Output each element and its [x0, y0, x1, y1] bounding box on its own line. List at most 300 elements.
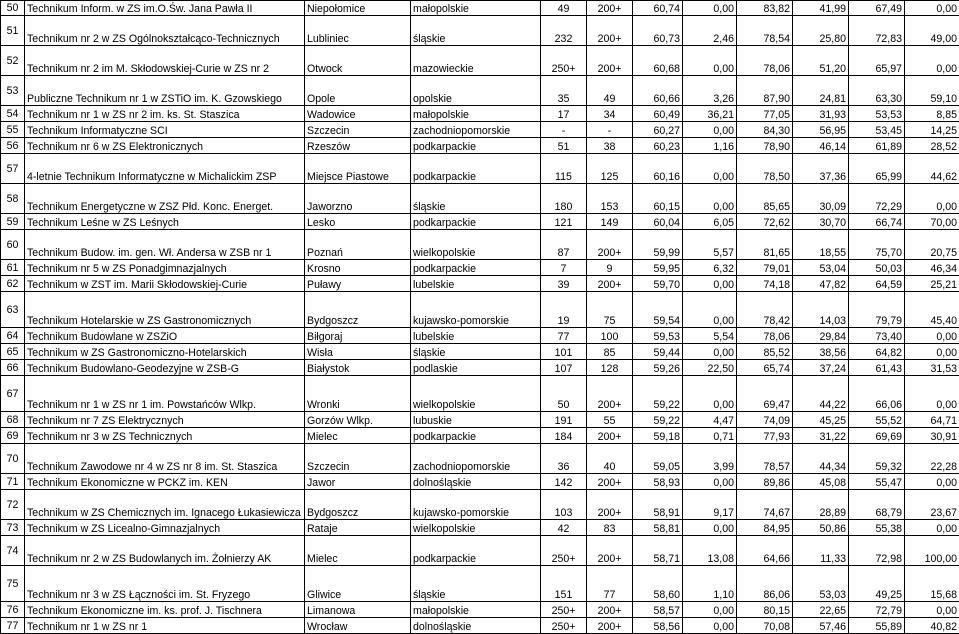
value-f-cell: 30,09	[793, 184, 849, 214]
value-h-cell: 64,71	[905, 412, 959, 428]
school-name-cell: Technikum nr 1 w ZS nr 1 im. Powstańców Wlkp.	[25, 376, 305, 412]
table-row	[1, 46, 959, 76]
value-e-cell: 77,93	[737, 428, 793, 444]
value-g-cell: 55,52	[849, 412, 905, 428]
score-cell: 59,53	[633, 328, 683, 344]
city-cell: Szczecin	[305, 122, 411, 138]
region-cell: dolnośląskie	[411, 474, 541, 490]
rank-cell: 60	[1, 230, 25, 260]
school-name-cell: Technikum nr 5 w ZS Ponadgimnazjalnych	[25, 260, 305, 276]
value-f-cell: 29,84	[793, 328, 849, 344]
school-name-cell: Technikum Ekonomiczne w PCKZ im. KEN	[25, 474, 305, 490]
school-name-cell: Technikum Hotelarskie w ZS Gastronomicznych	[25, 292, 305, 328]
rank-cell: 72	[1, 490, 25, 520]
rank-cell: 51	[1, 16, 25, 46]
value-e-cell: 79,01	[737, 260, 793, 276]
rank-a-cell: 36	[541, 444, 587, 474]
rank-b-cell: 40	[587, 444, 633, 474]
value-h-cell: 0,00	[905, 376, 959, 412]
value-g-cell: 65,99	[849, 154, 905, 184]
rank-b-cell: 34	[587, 106, 633, 122]
rank-a-cell: -	[541, 122, 587, 138]
school-name-cell: Technikum Energetyczne w ZSZ Płd. Konc. Energet.	[25, 184, 305, 214]
value-g-cell: 68,79	[849, 490, 905, 520]
table-row	[1, 618, 959, 634]
value-g-cell: 59,32	[849, 444, 905, 474]
value-h-cell: 0,00	[905, 520, 959, 536]
rank-cell: 65	[1, 344, 25, 360]
score-cell: 58,57	[633, 602, 683, 618]
rank-b-cell: 100	[587, 328, 633, 344]
value-g-cell: 64,82	[849, 344, 905, 360]
value-f-cell: 28,89	[793, 490, 849, 520]
value-h-cell: 70,00	[905, 214, 959, 230]
value-h-cell: 31,53	[905, 360, 959, 376]
score-cell: 58,71	[633, 536, 683, 566]
value-d-cell: 5,54	[683, 328, 737, 344]
value-h-cell: 20,75	[905, 230, 959, 260]
region-cell: małopolskie	[411, 1, 541, 16]
rank-b-cell: 149	[587, 214, 633, 230]
rank-b-cell: 200+	[587, 490, 633, 520]
score-cell: 59,05	[633, 444, 683, 474]
region-cell: podkarpackie	[411, 536, 541, 566]
table-row	[1, 328, 959, 344]
rank-cell: 57	[1, 154, 25, 184]
value-f-cell: 11,33	[793, 536, 849, 566]
region-cell: podkarpackie	[411, 428, 541, 444]
rank-a-cell: 142	[541, 474, 587, 490]
value-d-cell: 6,32	[683, 260, 737, 276]
city-cell: Lubliniec	[305, 16, 411, 46]
table-row	[1, 360, 959, 376]
rank-a-cell: 184	[541, 428, 587, 444]
rank-b-cell: 200+	[587, 16, 633, 46]
rank-cell: 73	[1, 520, 25, 536]
score-cell: 60,15	[633, 184, 683, 214]
rank-a-cell: 250+	[541, 46, 587, 76]
city-cell: Mielec	[305, 428, 411, 444]
rank-b-cell: 49	[587, 76, 633, 106]
region-cell: śląskie	[411, 184, 541, 214]
school-name-cell: Technikum Budowlane w ZSZiO	[25, 328, 305, 344]
table-row	[1, 214, 959, 230]
city-cell: Wrocław	[305, 618, 411, 634]
table-row	[1, 230, 959, 260]
school-name-cell: Technikum Ekonomiczne im. ks. prof. J. Tischnera	[25, 602, 305, 618]
rank-b-cell: 200+	[587, 230, 633, 260]
value-f-cell: 41,99	[793, 1, 849, 16]
region-cell: mazowieckie	[411, 46, 541, 76]
table-row	[1, 1, 959, 16]
school-name-cell: Technikum w ZST im. Marii Skłodowskiej-Curie	[25, 276, 305, 292]
value-g-cell: 72,98	[849, 536, 905, 566]
value-f-cell: 30,70	[793, 214, 849, 230]
value-d-cell: 0,00	[683, 618, 737, 634]
value-g-cell: 55,38	[849, 520, 905, 536]
value-f-cell: 57,46	[793, 618, 849, 634]
value-f-cell: 38,56	[793, 344, 849, 360]
value-e-cell: 80,15	[737, 602, 793, 618]
table-row	[1, 428, 959, 444]
rank-b-cell: 125	[587, 154, 633, 184]
city-cell: Niepołomice	[305, 1, 411, 16]
value-e-cell: 78,06	[737, 328, 793, 344]
value-e-cell: 78,42	[737, 292, 793, 328]
value-f-cell: 37,36	[793, 154, 849, 184]
school-name-cell: Technikum w ZS Licealno-Gimnazjalnych	[25, 520, 305, 536]
table-row	[1, 184, 959, 214]
rank-b-cell: 200+	[587, 618, 633, 634]
value-g-cell: 67,49	[849, 1, 905, 16]
value-g-cell: 72,29	[849, 184, 905, 214]
ranking-table-body	[1, 1, 959, 634]
table-row	[1, 490, 959, 520]
region-cell: śląskie	[411, 344, 541, 360]
value-d-cell: 0,00	[683, 520, 737, 536]
table-row	[1, 276, 959, 292]
score-cell: 58,56	[633, 618, 683, 634]
region-cell: lubuskie	[411, 412, 541, 428]
value-e-cell: 72,62	[737, 214, 793, 230]
value-d-cell: 9,17	[683, 490, 737, 520]
value-e-cell: 84,30	[737, 122, 793, 138]
value-e-cell: 85,65	[737, 184, 793, 214]
table-row	[1, 520, 959, 536]
score-cell: 59,22	[633, 412, 683, 428]
rank-a-cell: 7	[541, 260, 587, 276]
rank-cell: 52	[1, 46, 25, 76]
rank-b-cell: 200+	[587, 376, 633, 412]
rank-cell: 66	[1, 360, 25, 376]
school-name-cell: Technikum Informatyczne SCI	[25, 122, 305, 138]
value-e-cell: 78,50	[737, 154, 793, 184]
rank-cell: 59	[1, 214, 25, 230]
score-cell: 59,95	[633, 260, 683, 276]
region-cell: dolnośląskie	[411, 618, 541, 634]
city-cell: Wisła	[305, 344, 411, 360]
value-g-cell: 66,74	[849, 214, 905, 230]
rank-b-cell: 200+	[587, 46, 633, 76]
school-name-cell: Technikum w ZS Gastronomiczno-Hotelarskich	[25, 344, 305, 360]
value-h-cell: 23,67	[905, 490, 959, 520]
value-g-cell: 79,79	[849, 292, 905, 328]
city-cell: Jaworzno	[305, 184, 411, 214]
city-cell: Białystok	[305, 360, 411, 376]
city-cell: Puławy	[305, 276, 411, 292]
table-row	[1, 536, 959, 566]
score-cell: 59,44	[633, 344, 683, 360]
value-h-cell: 15,68	[905, 566, 959, 602]
rank-cell: 53	[1, 76, 25, 106]
value-h-cell: 40,82	[905, 618, 959, 634]
value-g-cell: 53,45	[849, 122, 905, 138]
value-e-cell: 85,52	[737, 344, 793, 360]
score-cell: 59,70	[633, 276, 683, 292]
value-f-cell: 44,34	[793, 444, 849, 474]
school-name-cell: Technikum nr 1 w ZS nr 2 im. ks. St. Staszica	[25, 106, 305, 122]
value-h-cell: 45,40	[905, 292, 959, 328]
rank-b-cell: -	[587, 122, 633, 138]
rank-b-cell: 75	[587, 292, 633, 328]
value-d-cell: 0,00	[683, 122, 737, 138]
value-e-cell: 78,54	[737, 16, 793, 46]
rank-a-cell: 87	[541, 230, 587, 260]
rank-b-cell: 55	[587, 412, 633, 428]
value-e-cell: 70,08	[737, 618, 793, 634]
value-d-cell: 0,00	[683, 276, 737, 292]
table-row	[1, 138, 959, 154]
school-name-cell: 4-letnie Technikum Informatyczne w Michalickim ZSP	[25, 154, 305, 184]
region-cell: śląskie	[411, 566, 541, 602]
value-d-cell: 3,99	[683, 444, 737, 474]
rank-b-cell: 200+	[587, 276, 633, 292]
rank-cell: 67	[1, 376, 25, 412]
rank-cell: 56	[1, 138, 25, 154]
value-d-cell: 0,00	[683, 376, 737, 412]
rank-cell: 71	[1, 474, 25, 490]
score-cell: 60,04	[633, 214, 683, 230]
school-name-cell: Technikum nr 2 w ZS Ogólnokształcąco-Technicznych	[25, 16, 305, 46]
rank-a-cell: 77	[541, 328, 587, 344]
score-cell: 59,54	[633, 292, 683, 328]
rank-b-cell: 83	[587, 520, 633, 536]
score-cell: 58,91	[633, 490, 683, 520]
school-name-cell: Technikum nr 3 w ZS Łączności im. St. Fryzego	[25, 566, 305, 602]
table-row	[1, 16, 959, 46]
rank-cell: 54	[1, 106, 25, 122]
value-d-cell: 0,00	[683, 292, 737, 328]
rank-cell: 74	[1, 536, 25, 566]
rank-cell: 77	[1, 618, 25, 634]
rank-cell: 58	[1, 184, 25, 214]
rank-a-cell: 101	[541, 344, 587, 360]
rank-cell: 50	[1, 1, 25, 16]
score-cell: 60,66	[633, 76, 683, 106]
value-g-cell: 50,03	[849, 260, 905, 276]
city-cell: Miejsce Piastowe	[305, 154, 411, 184]
score-cell: 58,81	[633, 520, 683, 536]
school-name-cell: Technikum nr 7 ZS Elektrycznych	[25, 412, 305, 428]
rank-a-cell: 232	[541, 16, 587, 46]
rank-b-cell: 38	[587, 138, 633, 154]
value-g-cell: 55,47	[849, 474, 905, 490]
value-f-cell: 31,22	[793, 428, 849, 444]
region-cell: podlaskie	[411, 360, 541, 376]
region-cell: małopolskie	[411, 106, 541, 122]
value-e-cell: 74,18	[737, 276, 793, 292]
value-f-cell: 56,95	[793, 122, 849, 138]
value-h-cell: 0,00	[905, 474, 959, 490]
rank-cell: 70	[1, 444, 25, 474]
school-name-cell: Technikum nr 2 im M. Skłodowskiej-Curie w ZS nr 2	[25, 46, 305, 76]
value-g-cell: 63,30	[849, 76, 905, 106]
value-g-cell: 75,70	[849, 230, 905, 260]
value-e-cell: 78,06	[737, 46, 793, 76]
value-h-cell: 25,21	[905, 276, 959, 292]
value-d-cell: 0,00	[683, 344, 737, 360]
value-g-cell: 66,06	[849, 376, 905, 412]
rank-cell: 61	[1, 260, 25, 276]
score-cell: 60,68	[633, 46, 683, 76]
table-row	[1, 260, 959, 276]
region-cell: śląskie	[411, 16, 541, 46]
value-h-cell: 59,10	[905, 76, 959, 106]
score-cell: 60,74	[633, 1, 683, 16]
rank-cell: 63	[1, 292, 25, 328]
value-d-cell: 0,00	[683, 184, 737, 214]
table-row	[1, 376, 959, 412]
value-e-cell: 87,90	[737, 76, 793, 106]
city-cell: Gorzów Wlkp.	[305, 412, 411, 428]
value-f-cell: 53,03	[793, 566, 849, 602]
score-cell: 58,60	[633, 566, 683, 602]
value-d-cell: 1,10	[683, 566, 737, 602]
rank-cell: 55	[1, 122, 25, 138]
rank-a-cell: 42	[541, 520, 587, 536]
region-cell: podkarpackie	[411, 138, 541, 154]
value-g-cell: 72,79	[849, 602, 905, 618]
city-cell: Bydgoszcz	[305, 292, 411, 328]
value-f-cell: 51,20	[793, 46, 849, 76]
rank-a-cell: 39	[541, 276, 587, 292]
region-cell: kujawsko-pomorskie	[411, 292, 541, 328]
rank-cell: 69	[1, 428, 25, 444]
value-e-cell: 89,86	[737, 474, 793, 490]
rank-cell: 64	[1, 328, 25, 344]
value-f-cell: 24,81	[793, 76, 849, 106]
value-g-cell: 55,89	[849, 618, 905, 634]
value-e-cell: 74,67	[737, 490, 793, 520]
value-e-cell: 78,57	[737, 444, 793, 474]
value-d-cell: 0,00	[683, 154, 737, 184]
value-f-cell: 22,65	[793, 602, 849, 618]
rank-b-cell: 200+	[587, 536, 633, 566]
rank-a-cell: 250+	[541, 602, 587, 618]
table-row	[1, 122, 959, 138]
value-e-cell: 83,82	[737, 1, 793, 16]
score-cell: 60,73	[633, 16, 683, 46]
school-name-cell: Technikum Leśne w ZS Leśnych	[25, 214, 305, 230]
rank-a-cell: 250+	[541, 536, 587, 566]
value-h-cell: 0,00	[905, 1, 959, 16]
rank-a-cell: 19	[541, 292, 587, 328]
value-f-cell: 53,04	[793, 260, 849, 276]
score-cell: 59,22	[633, 376, 683, 412]
rank-a-cell: 107	[541, 360, 587, 376]
value-g-cell: 73,40	[849, 328, 905, 344]
value-h-cell: 0,00	[905, 46, 959, 76]
table-row	[1, 566, 959, 602]
value-h-cell: 100,00	[905, 536, 959, 566]
city-cell: Bydgoszcz	[305, 490, 411, 520]
table-row	[1, 154, 959, 184]
value-f-cell: 45,08	[793, 474, 849, 490]
value-d-cell: 5,57	[683, 230, 737, 260]
score-cell: 60,16	[633, 154, 683, 184]
value-g-cell: 53,53	[849, 106, 905, 122]
region-cell: wielkopolskie	[411, 520, 541, 536]
rank-a-cell: 51	[541, 138, 587, 154]
city-cell: Rzeszów	[305, 138, 411, 154]
rank-b-cell: 200+	[587, 602, 633, 618]
value-d-cell: 2,46	[683, 16, 737, 46]
region-cell: podkarpackie	[411, 154, 541, 184]
school-name-cell: Technikum nr 3 w ZS Technicznych	[25, 428, 305, 444]
table-row	[1, 344, 959, 360]
rank-a-cell: 103	[541, 490, 587, 520]
value-g-cell: 61,43	[849, 360, 905, 376]
score-cell: 60,23	[633, 138, 683, 154]
value-d-cell: 0,00	[683, 474, 737, 490]
rank-a-cell: 180	[541, 184, 587, 214]
city-cell: Szczecin	[305, 444, 411, 474]
school-name-cell: Technikum Budowlano-Geodezyjne w ZSB-G	[25, 360, 305, 376]
rank-a-cell: 50	[541, 376, 587, 412]
rank-cell: 62	[1, 276, 25, 292]
table-row	[1, 474, 959, 490]
school-name-cell: Technikum nr 1 w ZS nr 1	[25, 618, 305, 634]
value-d-cell: 0,71	[683, 428, 737, 444]
region-cell: małopolskie	[411, 602, 541, 618]
value-e-cell: 65,74	[737, 360, 793, 376]
rank-b-cell: 200+	[587, 428, 633, 444]
value-g-cell: 65,97	[849, 46, 905, 76]
value-e-cell: 86,06	[737, 566, 793, 602]
value-h-cell: 30,91	[905, 428, 959, 444]
school-name-cell: Technikum nr 6 w ZS Elektronicznych	[25, 138, 305, 154]
value-g-cell: 61,89	[849, 138, 905, 154]
value-h-cell: 46,34	[905, 260, 959, 276]
value-h-cell: 0,00	[905, 184, 959, 214]
school-name-cell: Technikum Budow. im. gen. Wł. Andersa w ZSB nr 1	[25, 230, 305, 260]
value-h-cell: 0,00	[905, 328, 959, 344]
value-f-cell: 25,80	[793, 16, 849, 46]
value-f-cell: 50,86	[793, 520, 849, 536]
rank-a-cell: 17	[541, 106, 587, 122]
score-cell: 59,18	[633, 428, 683, 444]
value-d-cell: 36,21	[683, 106, 737, 122]
city-cell: Gliwice	[305, 566, 411, 602]
value-d-cell: 22,50	[683, 360, 737, 376]
region-cell: kujawsko-pomorskie	[411, 490, 541, 520]
rank-a-cell: 191	[541, 412, 587, 428]
value-f-cell: 46,14	[793, 138, 849, 154]
rank-b-cell: 85	[587, 344, 633, 360]
value-h-cell: 0,00	[905, 602, 959, 618]
value-f-cell: 14,03	[793, 292, 849, 328]
value-e-cell: 81,65	[737, 230, 793, 260]
value-f-cell: 37,24	[793, 360, 849, 376]
region-cell: zachodniopomorskie	[411, 444, 541, 474]
value-g-cell: 49,25	[849, 566, 905, 602]
value-h-cell: 22,28	[905, 444, 959, 474]
table-row	[1, 412, 959, 428]
value-d-cell: 3,26	[683, 76, 737, 106]
region-cell: podkarpackie	[411, 260, 541, 276]
value-h-cell: 14,25	[905, 122, 959, 138]
city-cell: Wronki	[305, 376, 411, 412]
school-name-cell: Publiczne Technikum nr 1 w ZSTiO im. K. Gzowskiego	[25, 76, 305, 106]
value-e-cell: 64,66	[737, 536, 793, 566]
city-cell: Limanowa	[305, 602, 411, 618]
rank-a-cell: 151	[541, 566, 587, 602]
value-e-cell: 74,09	[737, 412, 793, 428]
value-d-cell: 13,08	[683, 536, 737, 566]
rank-b-cell: 200+	[587, 1, 633, 16]
rank-b-cell: 9	[587, 260, 633, 276]
value-e-cell: 77,05	[737, 106, 793, 122]
